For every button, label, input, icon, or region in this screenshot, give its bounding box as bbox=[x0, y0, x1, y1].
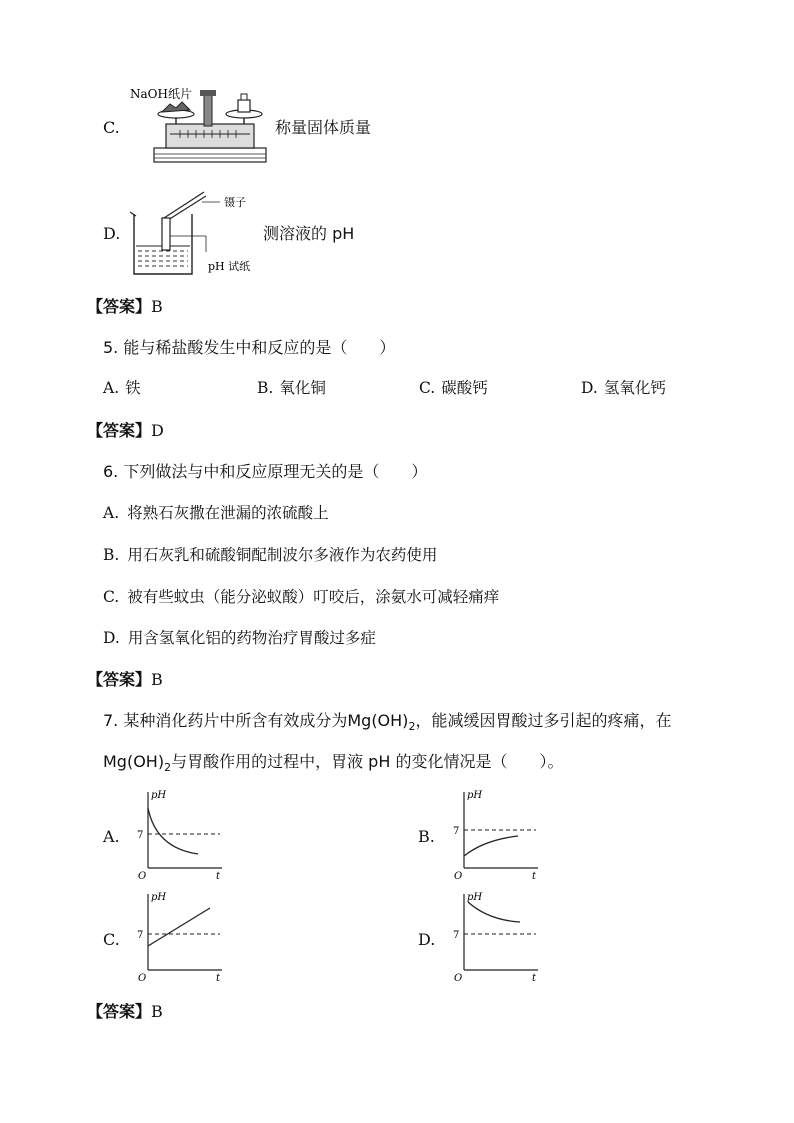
q6-option-c: C. 被有些蚊虫（能分泌蚁酸）叮咬后，涂氨水可减轻痛痒 bbox=[103, 588, 500, 606]
y-axis-label: pH bbox=[467, 790, 483, 801]
q4-option-c-caption: 称量固体质量 bbox=[275, 118, 372, 137]
q5-answer bbox=[87, 421, 164, 441]
q7-option-c-letter: C. bbox=[103, 930, 120, 949]
q7-option-b-letter: B. bbox=[418, 827, 435, 846]
answer-value: B bbox=[151, 670, 163, 689]
q6-option-b: B. 用石灰乳和硫酸铜配制波尔多液作为农药使用 bbox=[103, 546, 438, 564]
q7-option-a-letter: A. bbox=[103, 827, 120, 846]
q5-option-c: C. 碳酸钙 bbox=[419, 379, 488, 397]
beaker-figure bbox=[128, 188, 258, 280]
graph-c bbox=[132, 888, 232, 982]
q6-option-a: A. 将熟石灰撒在泄漏的浓硫酸上 bbox=[103, 504, 329, 522]
q7-answer bbox=[87, 1002, 163, 1022]
graph-a bbox=[132, 786, 232, 880]
ph-7-label: 7 bbox=[453, 930, 460, 941]
answer-value: D bbox=[151, 421, 164, 440]
ph-7-label: 7 bbox=[137, 930, 144, 941]
q5-option-a: A. 铁 bbox=[103, 379, 141, 397]
origin-label: O bbox=[138, 871, 147, 880]
answer-tag: 【答案】 bbox=[87, 297, 152, 316]
q4-answer bbox=[87, 297, 163, 317]
answer-value: B bbox=[151, 297, 163, 316]
ph-curve bbox=[464, 836, 518, 856]
naoh-paper-label: NaOH纸片 bbox=[130, 87, 192, 101]
q5-option-b: B. 氧化铜 bbox=[257, 379, 326, 397]
answer-value: B bbox=[151, 1002, 163, 1021]
q7-stem-line2: $Mg(OH)_2$与胃酸作用的过程中，胃液 pH 的变化情况是（ ）。 bbox=[103, 752, 564, 775]
answer-tag: 【答案】 bbox=[87, 670, 152, 689]
ph-curve bbox=[468, 902, 520, 922]
q7-option-d-letter: D. bbox=[418, 930, 436, 949]
ph-paper-label: pH 试纸 bbox=[208, 260, 251, 273]
tweezers-label: 镊子 bbox=[224, 196, 246, 209]
answer-tag: 【答案】 bbox=[87, 421, 152, 440]
origin-label: O bbox=[454, 973, 463, 982]
q6-stem: 6. 下列做法与中和反应原理无关的是（ ） bbox=[103, 462, 428, 481]
q6-answer bbox=[87, 670, 163, 690]
graph-b bbox=[448, 786, 548, 880]
ph-curve bbox=[148, 908, 210, 946]
q5-stem: 5. 能与稀盐酸发生中和反应的是（ ） bbox=[103, 338, 396, 357]
y-axis-label: pH bbox=[151, 790, 167, 801]
y-axis-label: pH bbox=[467, 892, 483, 903]
q6-option-d: D. 用含氢氧化铝的药物治疗胃酸过多症 bbox=[103, 629, 376, 647]
ph-curve bbox=[148, 808, 198, 854]
q7-stem-line1: 7. 某种消化药片中所含有效成分为$Mg(OH)_2$，能减缓因胃酸过多引起的疼痛，在 bbox=[103, 711, 672, 734]
x-axis-label: t bbox=[532, 871, 537, 880]
x-axis-label: t bbox=[216, 871, 221, 880]
balance-figure bbox=[130, 84, 270, 166]
y-axis-label: pH bbox=[151, 892, 167, 903]
q4-option-c-letter: C. bbox=[103, 118, 120, 137]
ph-7-label: 7 bbox=[453, 826, 460, 837]
ph-7-label: 7 bbox=[137, 830, 144, 841]
origin-label: O bbox=[138, 973, 147, 982]
q4-option-d-letter: D. bbox=[103, 224, 121, 243]
x-axis-label: t bbox=[216, 973, 221, 982]
q5-option-d: D. 氢氧化钙 bbox=[581, 379, 666, 397]
answer-tag: 【答案】 bbox=[87, 1002, 152, 1021]
origin-label: O bbox=[454, 871, 463, 880]
x-axis-label: t bbox=[532, 973, 537, 982]
q4-option-d-caption: 测溶液的 pH bbox=[263, 224, 355, 243]
graph-d bbox=[448, 888, 548, 982]
